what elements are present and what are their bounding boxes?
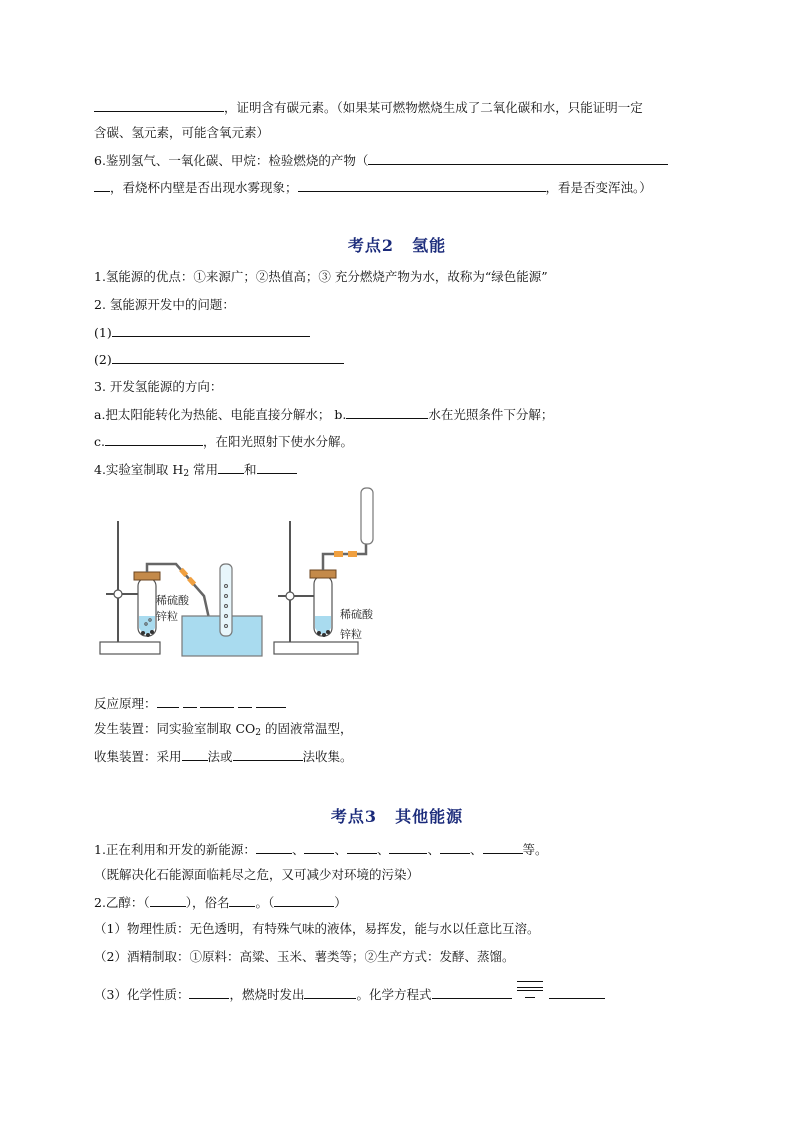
equation-reactants-blank[interactable] bbox=[432, 985, 512, 999]
problem-1: (1) bbox=[94, 323, 310, 342]
label-zinc-granules: 锌粒 bbox=[340, 628, 362, 641]
answer-blank[interactable] bbox=[256, 694, 286, 708]
delivery-tube bbox=[323, 538, 366, 570]
problem-2: (2) bbox=[94, 350, 344, 369]
answer-blank[interactable] bbox=[368, 151, 668, 165]
answer-blank[interactable] bbox=[112, 350, 344, 364]
section-2-heading: 考点2 氢能 bbox=[347, 236, 447, 255]
answer-blank[interactable] bbox=[183, 694, 197, 708]
stopper bbox=[134, 572, 160, 580]
lab-hydrogen: 4.实验室制取 $H_2$ 常用 和 bbox=[94, 460, 297, 483]
ethanol-physical: （1）物理性质：无色透明，有特殊气味的液体，易挥发，能与水以任意比互溶。 bbox=[94, 921, 540, 936]
answer-blank[interactable] bbox=[182, 747, 208, 761]
apparatus-water-displacement bbox=[96, 486, 266, 661]
stopper bbox=[310, 570, 336, 578]
ethanol-production: （2）酒精制取：①原料：高粱、玉米、薯类等；②生产方式：发酵、蒸馏。 bbox=[94, 949, 515, 964]
ethanol-chemical: （3）化学性质： ，燃烧时发出 。化学方程式 bbox=[94, 985, 605, 1004]
new-energy-sources: 1.正在利用和开发的新能源： 、 、 、 、 、 等。 bbox=[94, 842, 548, 857]
answer-blank[interactable] bbox=[157, 694, 179, 708]
label-zinc-granules: 锌粒 bbox=[156, 610, 178, 623]
apparatus-downward-air bbox=[270, 486, 410, 661]
answer-blank[interactable] bbox=[200, 694, 234, 708]
stand-base bbox=[100, 642, 160, 654]
collecting-apparatus: 收集装置：采用 法或 法收集。 bbox=[94, 749, 353, 764]
answer-blank[interactable] bbox=[94, 98, 224, 112]
line-carbon-proof: ，证明含有碳元素。（如果某可燃物燃烧生成了二氧化碳和水，只能证明一定 bbox=[94, 98, 643, 117]
answer-blank[interactable] bbox=[257, 460, 297, 474]
answer-blank[interactable] bbox=[347, 840, 377, 854]
ethanol-line: 2.乙醇：（ ），俗名 。（ ） bbox=[94, 895, 347, 910]
reaction-condition-arrow bbox=[515, 985, 545, 999]
direction-c: c. ，在阳光照射下使水分解。 bbox=[94, 434, 353, 449]
collection-tube bbox=[220, 564, 232, 636]
answer-blank[interactable] bbox=[229, 893, 255, 907]
equation-products-blank[interactable] bbox=[549, 985, 605, 999]
stand-base bbox=[274, 642, 358, 654]
answer-blank[interactable] bbox=[304, 985, 356, 999]
line-identify-gases: 6.鉴别氢气、一氧化碳、甲烷：检验燃烧的产物（ bbox=[94, 151, 668, 170]
answer-blank[interactable] bbox=[105, 432, 203, 446]
label-dilute-sulfuric-acid: 稀硫酸 bbox=[156, 594, 189, 607]
line-contains-elements: 含碳、氢元素，可能含氧元素） bbox=[94, 125, 270, 140]
answer-blank[interactable] bbox=[94, 178, 110, 192]
section-3-heading: 考点3 其他能源 bbox=[330, 807, 464, 826]
line-identify-gases-2: ，看烧杯内壁是否出现水雾现象； ，看是否变浑浊。） bbox=[94, 178, 652, 197]
hydrogen-advantages: 1.氢能源的优点：①来源广；②热值高；③ 充分燃烧产物为水，故称为“绿色能源” bbox=[94, 269, 548, 284]
answer-blank[interactable] bbox=[112, 323, 310, 337]
answer-blank[interactable] bbox=[238, 694, 252, 708]
reaction-principle: 反应原理： bbox=[94, 694, 286, 713]
hydrogen-directions: 3. 开发氢能源的方向： bbox=[94, 379, 223, 394]
answer-blank[interactable] bbox=[256, 840, 292, 854]
label-dilute-sulfuric-acid: 稀硫酸 bbox=[340, 608, 373, 621]
generating-apparatus: 发生装置：同实验室制取 $CO_2$ 的固液常温型， bbox=[94, 721, 353, 738]
hydrogen-problems: 2. 氢能源开发中的问题： bbox=[94, 297, 235, 312]
answer-blank[interactable] bbox=[346, 405, 428, 419]
answer-blank[interactable] bbox=[440, 840, 470, 854]
collection-tube-inverted bbox=[361, 488, 373, 544]
answer-blank[interactable] bbox=[150, 893, 186, 907]
energy-note: （既解决化石能源面临耗尽之危，又可减少对环境的污染） bbox=[94, 867, 420, 882]
answer-blank[interactable] bbox=[298, 178, 546, 192]
answer-blank[interactable] bbox=[389, 840, 427, 854]
answer-blank[interactable] bbox=[274, 893, 334, 907]
answer-blank[interactable] bbox=[189, 985, 229, 999]
answer-blank[interactable] bbox=[304, 840, 334, 854]
direction-a-b: a.把太阳能转化为热能、电能直接分解水； b. 水在光照条件下分解； bbox=[94, 407, 554, 422]
answer-blank[interactable] bbox=[483, 840, 523, 854]
answer-blank[interactable] bbox=[233, 747, 303, 761]
answer-blank[interactable] bbox=[218, 460, 244, 474]
